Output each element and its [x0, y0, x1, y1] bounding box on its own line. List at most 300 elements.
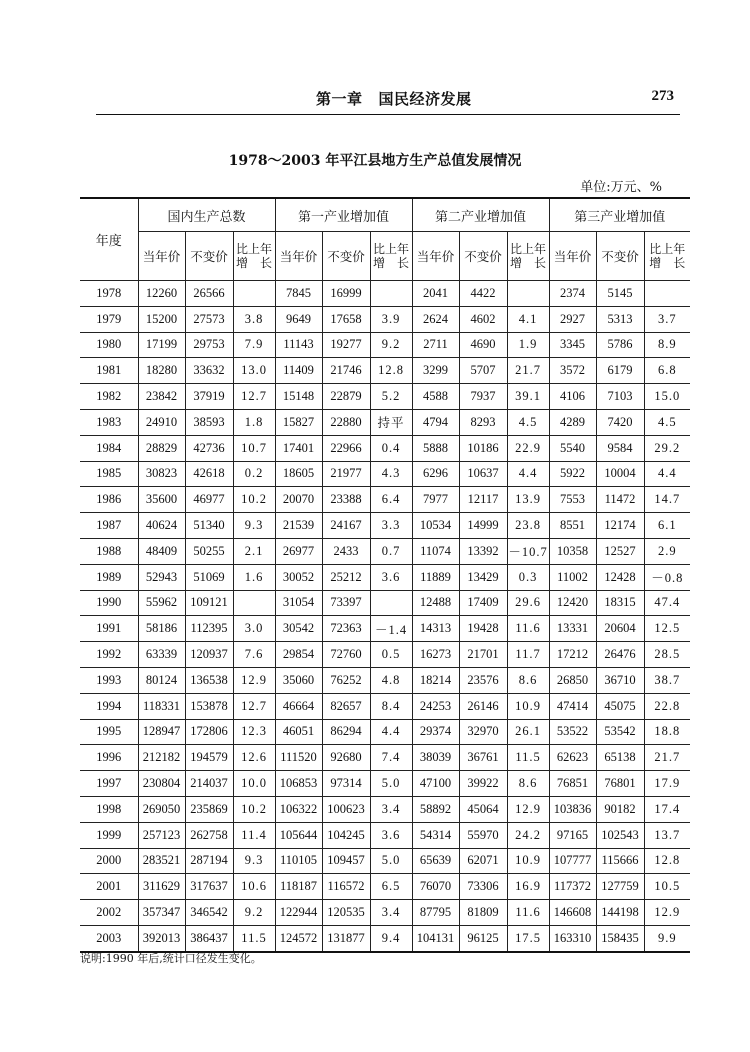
growth-cell: 8.6: [507, 667, 549, 693]
value-cell: 4690: [459, 332, 507, 358]
value-cell: 10004: [596, 461, 644, 487]
growth-cell: 4.4: [644, 461, 690, 487]
year-cell: 1980: [80, 332, 138, 358]
table-row: [80, 848, 690, 874]
growth-cell: 0.4: [370, 435, 412, 461]
growth-cell: 11.4: [233, 822, 275, 848]
constant-price-subheader: 不变价: [185, 232, 233, 281]
growth-cell: 47.4: [644, 590, 690, 616]
growth-cell: 10.6: [233, 874, 275, 900]
growth-cell: 10.2: [233, 796, 275, 822]
year-cell: 1981: [80, 358, 138, 384]
value-cell: 21977: [322, 461, 370, 487]
constant-price-subheader: 不变价: [459, 232, 507, 281]
value-cell: 30542: [275, 616, 322, 642]
footnote: 说明:1990 年后,统计口径发生变化。: [80, 952, 262, 965]
value-cell: 2624: [412, 306, 459, 332]
growth-cell: [507, 281, 549, 307]
year-cell: 2000: [80, 848, 138, 874]
growth-cell: [370, 281, 412, 307]
growth-cell: 3.4: [370, 796, 412, 822]
value-cell: 22966: [322, 435, 370, 461]
year-cell: 1989: [80, 564, 138, 590]
value-cell: 12488: [412, 590, 459, 616]
year-cell: 1997: [80, 771, 138, 797]
value-cell: 8293: [459, 409, 507, 435]
value-cell: 262758: [185, 822, 233, 848]
growth-cell: 4.3: [370, 461, 412, 487]
year-header: 年度: [80, 198, 138, 281]
value-cell: 17212: [549, 642, 596, 668]
value-cell: 392013: [138, 925, 185, 951]
value-cell: 287194: [185, 848, 233, 874]
growth-cell: 8.9: [644, 332, 690, 358]
table-row: [80, 306, 690, 332]
value-cell: 100623: [322, 796, 370, 822]
value-cell: 81809: [459, 900, 507, 926]
value-cell: 4794: [412, 409, 459, 435]
value-cell: 23842: [138, 384, 185, 410]
value-cell: 12174: [596, 513, 644, 539]
value-cell: 106322: [275, 796, 322, 822]
growth-cell: 9.4: [370, 925, 412, 951]
value-cell: 73397: [322, 590, 370, 616]
value-cell: 18315: [596, 590, 644, 616]
value-cell: 11472: [596, 487, 644, 513]
year-cell: 1999: [80, 822, 138, 848]
value-cell: 55962: [138, 590, 185, 616]
growth-cell: 3.0: [233, 616, 275, 642]
growth-cell: 5.0: [370, 848, 412, 874]
subheader-row: [80, 232, 690, 281]
table-row: [80, 358, 690, 384]
value-cell: 14313: [412, 616, 459, 642]
table-row: [80, 642, 690, 668]
growth-cell: 21.7: [644, 745, 690, 771]
value-cell: 146608: [549, 900, 596, 926]
value-cell: 26566: [185, 281, 233, 307]
value-cell: 11889: [412, 564, 459, 590]
table-row: [80, 874, 690, 900]
growth-cell: 11.5: [233, 925, 275, 951]
value-cell: 39922: [459, 771, 507, 797]
value-cell: 116572: [322, 874, 370, 900]
growth-cell: －0.8: [644, 564, 690, 590]
year-cell: 1985: [80, 461, 138, 487]
growth-cell: 11.5: [507, 745, 549, 771]
table-row: [80, 564, 690, 590]
value-cell: 5145: [596, 281, 644, 307]
growth-cell: 4.5: [644, 409, 690, 435]
page-number: 273: [651, 88, 674, 104]
current-price-subheader: 当年价: [412, 232, 459, 281]
year-cell: 1993: [80, 667, 138, 693]
value-cell: 15200: [138, 306, 185, 332]
value-cell: 14999: [459, 513, 507, 539]
value-cell: 109457: [322, 848, 370, 874]
table-row: [80, 590, 690, 616]
value-cell: 16273: [412, 642, 459, 668]
value-cell: 30052: [275, 564, 322, 590]
section-label: 国民经济发展: [378, 90, 472, 108]
chapter-label: 第一章: [316, 90, 363, 108]
growth-cell: 10.0: [233, 771, 275, 797]
year-cell: 2002: [80, 900, 138, 926]
value-cell: 13429: [459, 564, 507, 590]
value-cell: 144198: [596, 900, 644, 926]
value-cell: 172806: [185, 719, 233, 745]
value-cell: 163310: [549, 925, 596, 951]
value-cell: 19277: [322, 332, 370, 358]
value-cell: 107777: [549, 848, 596, 874]
growth-cell: －10.7: [507, 538, 549, 564]
table-title: 1978～2003 年平江县地方生产总值发展情况: [228, 153, 522, 169]
year-cell: 1986: [80, 487, 138, 513]
growth-cell: 13.9: [507, 487, 549, 513]
value-cell: 18214: [412, 667, 459, 693]
growth-cell: 24.2: [507, 822, 549, 848]
value-cell: 51340: [185, 513, 233, 539]
value-cell: 73306: [459, 874, 507, 900]
value-cell: 346542: [185, 900, 233, 926]
growth-cell: 17.9: [644, 771, 690, 797]
value-cell: 7845: [275, 281, 322, 307]
growth-cell: 8.6: [507, 771, 549, 797]
year-cell: 1984: [80, 435, 138, 461]
value-cell: 20070: [275, 487, 322, 513]
growth-cell: 11.6: [507, 900, 549, 926]
growth-cell: 3.7: [644, 306, 690, 332]
growth-cell: 2.9: [644, 538, 690, 564]
table-row: [80, 719, 690, 745]
value-cell: 27573: [185, 306, 233, 332]
value-cell: 36761: [459, 745, 507, 771]
growth-cell: 1.8: [233, 409, 275, 435]
value-cell: 5922: [549, 461, 596, 487]
value-cell: 36710: [596, 667, 644, 693]
value-cell: 26146: [459, 693, 507, 719]
table-body: [80, 281, 690, 952]
growth-cell: [370, 590, 412, 616]
value-cell: 46664: [275, 693, 322, 719]
group-header: 第一产业增加值: [275, 198, 412, 232]
value-cell: 112395: [185, 616, 233, 642]
growth-cell: 12.9: [233, 667, 275, 693]
value-cell: 212182: [138, 745, 185, 771]
year-cell: 1998: [80, 796, 138, 822]
value-cell: 29854: [275, 642, 322, 668]
group-header: 第二产业增加值: [412, 198, 549, 232]
growth-cell: 26.1: [507, 719, 549, 745]
value-cell: 24167: [322, 513, 370, 539]
value-cell: 120937: [185, 642, 233, 668]
value-cell: 194579: [185, 745, 233, 771]
growth-cell: 6.5: [370, 874, 412, 900]
value-cell: 11143: [275, 332, 322, 358]
table-row: [80, 461, 690, 487]
value-cell: 18280: [138, 358, 185, 384]
value-cell: 48409: [138, 538, 185, 564]
table-row: [80, 409, 690, 435]
value-cell: 2041: [412, 281, 459, 307]
value-cell: 52943: [138, 564, 185, 590]
value-cell: 12117: [459, 487, 507, 513]
value-cell: 22879: [322, 384, 370, 410]
year-cell: 1988: [80, 538, 138, 564]
growth-cell: 8.4: [370, 693, 412, 719]
value-cell: 115666: [596, 848, 644, 874]
table-row: [80, 538, 690, 564]
value-cell: 5313: [596, 306, 644, 332]
growth-cell: 1.9: [507, 332, 549, 358]
growth-cell: 10.5: [644, 874, 690, 900]
year-cell: 1979: [80, 306, 138, 332]
growth-cell: 5.0: [370, 771, 412, 797]
value-cell: 214037: [185, 771, 233, 797]
value-cell: 62071: [459, 848, 507, 874]
value-cell: 11074: [412, 538, 459, 564]
growth-cell: 3.6: [370, 564, 412, 590]
value-cell: 26977: [275, 538, 322, 564]
year-cell: 1983: [80, 409, 138, 435]
value-cell: 13392: [459, 538, 507, 564]
growth-cell: 10.9: [507, 693, 549, 719]
value-cell: 12260: [138, 281, 185, 307]
value-cell: 97165: [549, 822, 596, 848]
growth-cell: 23.8: [507, 513, 549, 539]
value-cell: 2927: [549, 306, 596, 332]
year-cell: 1978: [80, 281, 138, 307]
value-cell: 5707: [459, 358, 507, 384]
current-price-subheader: 当年价: [138, 232, 185, 281]
growth-cell: 9.9: [644, 925, 690, 951]
value-cell: 23388: [322, 487, 370, 513]
growth-subheader: 比上年增 长: [233, 232, 275, 281]
value-cell: 80124: [138, 667, 185, 693]
value-cell: 12420: [549, 590, 596, 616]
growth-cell: 6.1: [644, 513, 690, 539]
value-cell: 269050: [138, 796, 185, 822]
growth-cell: 3.4: [370, 900, 412, 926]
value-cell: 3572: [549, 358, 596, 384]
value-cell: 35600: [138, 487, 185, 513]
growth-cell: 5.2: [370, 384, 412, 410]
value-cell: 136538: [185, 667, 233, 693]
value-cell: 6179: [596, 358, 644, 384]
value-cell: 4106: [549, 384, 596, 410]
growth-cell: 10.7: [233, 435, 275, 461]
value-cell: 15827: [275, 409, 322, 435]
growth-cell: －1.4: [370, 616, 412, 642]
table-row: [80, 925, 690, 951]
value-cell: 122944: [275, 900, 322, 926]
value-cell: 7420: [596, 409, 644, 435]
value-cell: 97314: [322, 771, 370, 797]
value-cell: 10534: [412, 513, 459, 539]
growth-cell: 11.7: [507, 642, 549, 668]
value-cell: 38593: [185, 409, 233, 435]
constant-price-subheader: 不变价: [596, 232, 644, 281]
value-cell: 124572: [275, 925, 322, 951]
growth-cell: 0.5: [370, 642, 412, 668]
value-cell: 357347: [138, 900, 185, 926]
value-cell: 65138: [596, 745, 644, 771]
growth-cell: 2.1: [233, 538, 275, 564]
table-row: [80, 667, 690, 693]
value-cell: 92680: [322, 745, 370, 771]
value-cell: 16999: [322, 281, 370, 307]
value-cell: 103836: [549, 796, 596, 822]
growth-cell: 29.2: [644, 435, 690, 461]
value-cell: 47414: [549, 693, 596, 719]
value-cell: 283521: [138, 848, 185, 874]
value-cell: 12527: [596, 538, 644, 564]
value-cell: 38039: [412, 745, 459, 771]
table-row: [80, 796, 690, 822]
value-cell: 26476: [596, 642, 644, 668]
value-cell: 29374: [412, 719, 459, 745]
value-cell: 63339: [138, 642, 185, 668]
table-row: [80, 693, 690, 719]
growth-cell: 4.5: [507, 409, 549, 435]
growth-cell: 4.8: [370, 667, 412, 693]
growth-cell: 1.6: [233, 564, 275, 590]
value-cell: 17401: [275, 435, 322, 461]
growth-cell: 29.6: [507, 590, 549, 616]
growth-cell: 17.4: [644, 796, 690, 822]
value-cell: 35060: [275, 667, 322, 693]
value-cell: 127759: [596, 874, 644, 900]
growth-cell: 13.0: [233, 358, 275, 384]
value-cell: 47100: [412, 771, 459, 797]
growth-cell: 22.8: [644, 693, 690, 719]
value-cell: 3299: [412, 358, 459, 384]
value-cell: 317637: [185, 874, 233, 900]
value-cell: 235869: [185, 796, 233, 822]
growth-cell: 13.7: [644, 822, 690, 848]
year-cell: 1995: [80, 719, 138, 745]
value-cell: 17409: [459, 590, 507, 616]
value-cell: 102543: [596, 822, 644, 848]
growth-cell: 18.8: [644, 719, 690, 745]
growth-cell: 0.3: [507, 564, 549, 590]
growth-cell: 12.5: [644, 616, 690, 642]
value-cell: 7103: [596, 384, 644, 410]
value-cell: 15148: [275, 384, 322, 410]
value-cell: 96125: [459, 925, 507, 951]
value-cell: 2374: [549, 281, 596, 307]
value-cell: 76801: [596, 771, 644, 797]
value-cell: 76070: [412, 874, 459, 900]
value-cell: 10186: [459, 435, 507, 461]
value-cell: 4289: [549, 409, 596, 435]
value-cell: 104245: [322, 822, 370, 848]
year-cell: 2003: [80, 925, 138, 951]
value-cell: 128947: [138, 719, 185, 745]
growth-cell: 9.2: [370, 332, 412, 358]
value-cell: 46051: [275, 719, 322, 745]
value-cell: 4602: [459, 306, 507, 332]
value-cell: 153878: [185, 693, 233, 719]
value-cell: 29753: [185, 332, 233, 358]
chapter-heading: [316, 88, 472, 109]
growth-cell: 7.6: [233, 642, 275, 668]
unit-label: 单位:万元、%: [580, 180, 662, 195]
current-price-subheader: 当年价: [549, 232, 596, 281]
value-cell: 51069: [185, 564, 233, 590]
value-cell: 24910: [138, 409, 185, 435]
growth-cell: 28.5: [644, 642, 690, 668]
value-cell: 17199: [138, 332, 185, 358]
value-cell: 5540: [549, 435, 596, 461]
year-cell: 1996: [80, 745, 138, 771]
value-cell: 106853: [275, 771, 322, 797]
growth-cell: 12.7: [233, 693, 275, 719]
value-cell: 82657: [322, 693, 370, 719]
growth-cell: 7.9: [233, 332, 275, 358]
value-cell: 53522: [549, 719, 596, 745]
growth-subheader: 比上年增 长: [370, 232, 412, 281]
value-cell: 62623: [549, 745, 596, 771]
growth-cell: 22.9: [507, 435, 549, 461]
value-cell: 9584: [596, 435, 644, 461]
value-cell: 24253: [412, 693, 459, 719]
value-cell: 5786: [596, 332, 644, 358]
value-cell: 4588: [412, 384, 459, 410]
table-row: [80, 513, 690, 539]
value-cell: 109121: [185, 590, 233, 616]
value-cell: 7553: [549, 487, 596, 513]
value-cell: 37919: [185, 384, 233, 410]
value-cell: 87795: [412, 900, 459, 926]
value-cell: 3345: [549, 332, 596, 358]
value-cell: 76252: [322, 667, 370, 693]
value-cell: 90182: [596, 796, 644, 822]
value-cell: 131877: [322, 925, 370, 951]
value-cell: 8551: [549, 513, 596, 539]
year-cell: 1990: [80, 590, 138, 616]
year-cell: 1994: [80, 693, 138, 719]
value-cell: 65639: [412, 848, 459, 874]
table-row: [80, 616, 690, 642]
growth-cell: 0.2: [233, 461, 275, 487]
value-cell: 19428: [459, 616, 507, 642]
growth-cell: 12.6: [233, 745, 275, 771]
table-row: [80, 435, 690, 461]
value-cell: 25212: [322, 564, 370, 590]
growth-cell: 4.1: [507, 306, 549, 332]
growth-cell: 38.7: [644, 667, 690, 693]
year-cell: 1992: [80, 642, 138, 668]
table-row: [80, 745, 690, 771]
value-cell: 54314: [412, 822, 459, 848]
value-cell: 13331: [549, 616, 596, 642]
value-cell: 386437: [185, 925, 233, 951]
growth-subheader: 比上年增 长: [507, 232, 549, 281]
value-cell: 31054: [275, 590, 322, 616]
growth-cell: 12.3: [233, 719, 275, 745]
growth-cell: 21.7: [507, 358, 549, 384]
value-cell: 55970: [459, 822, 507, 848]
group-header: 第三产业增加值: [549, 198, 690, 232]
table-row: [80, 900, 690, 926]
group-header: 国内生产总数: [138, 198, 275, 232]
value-cell: 110105: [275, 848, 322, 874]
growth-cell: 12.7: [233, 384, 275, 410]
group-header-row: [80, 198, 690, 232]
growth-cell: 9.3: [233, 513, 275, 539]
growth-cell: 4.4: [370, 719, 412, 745]
